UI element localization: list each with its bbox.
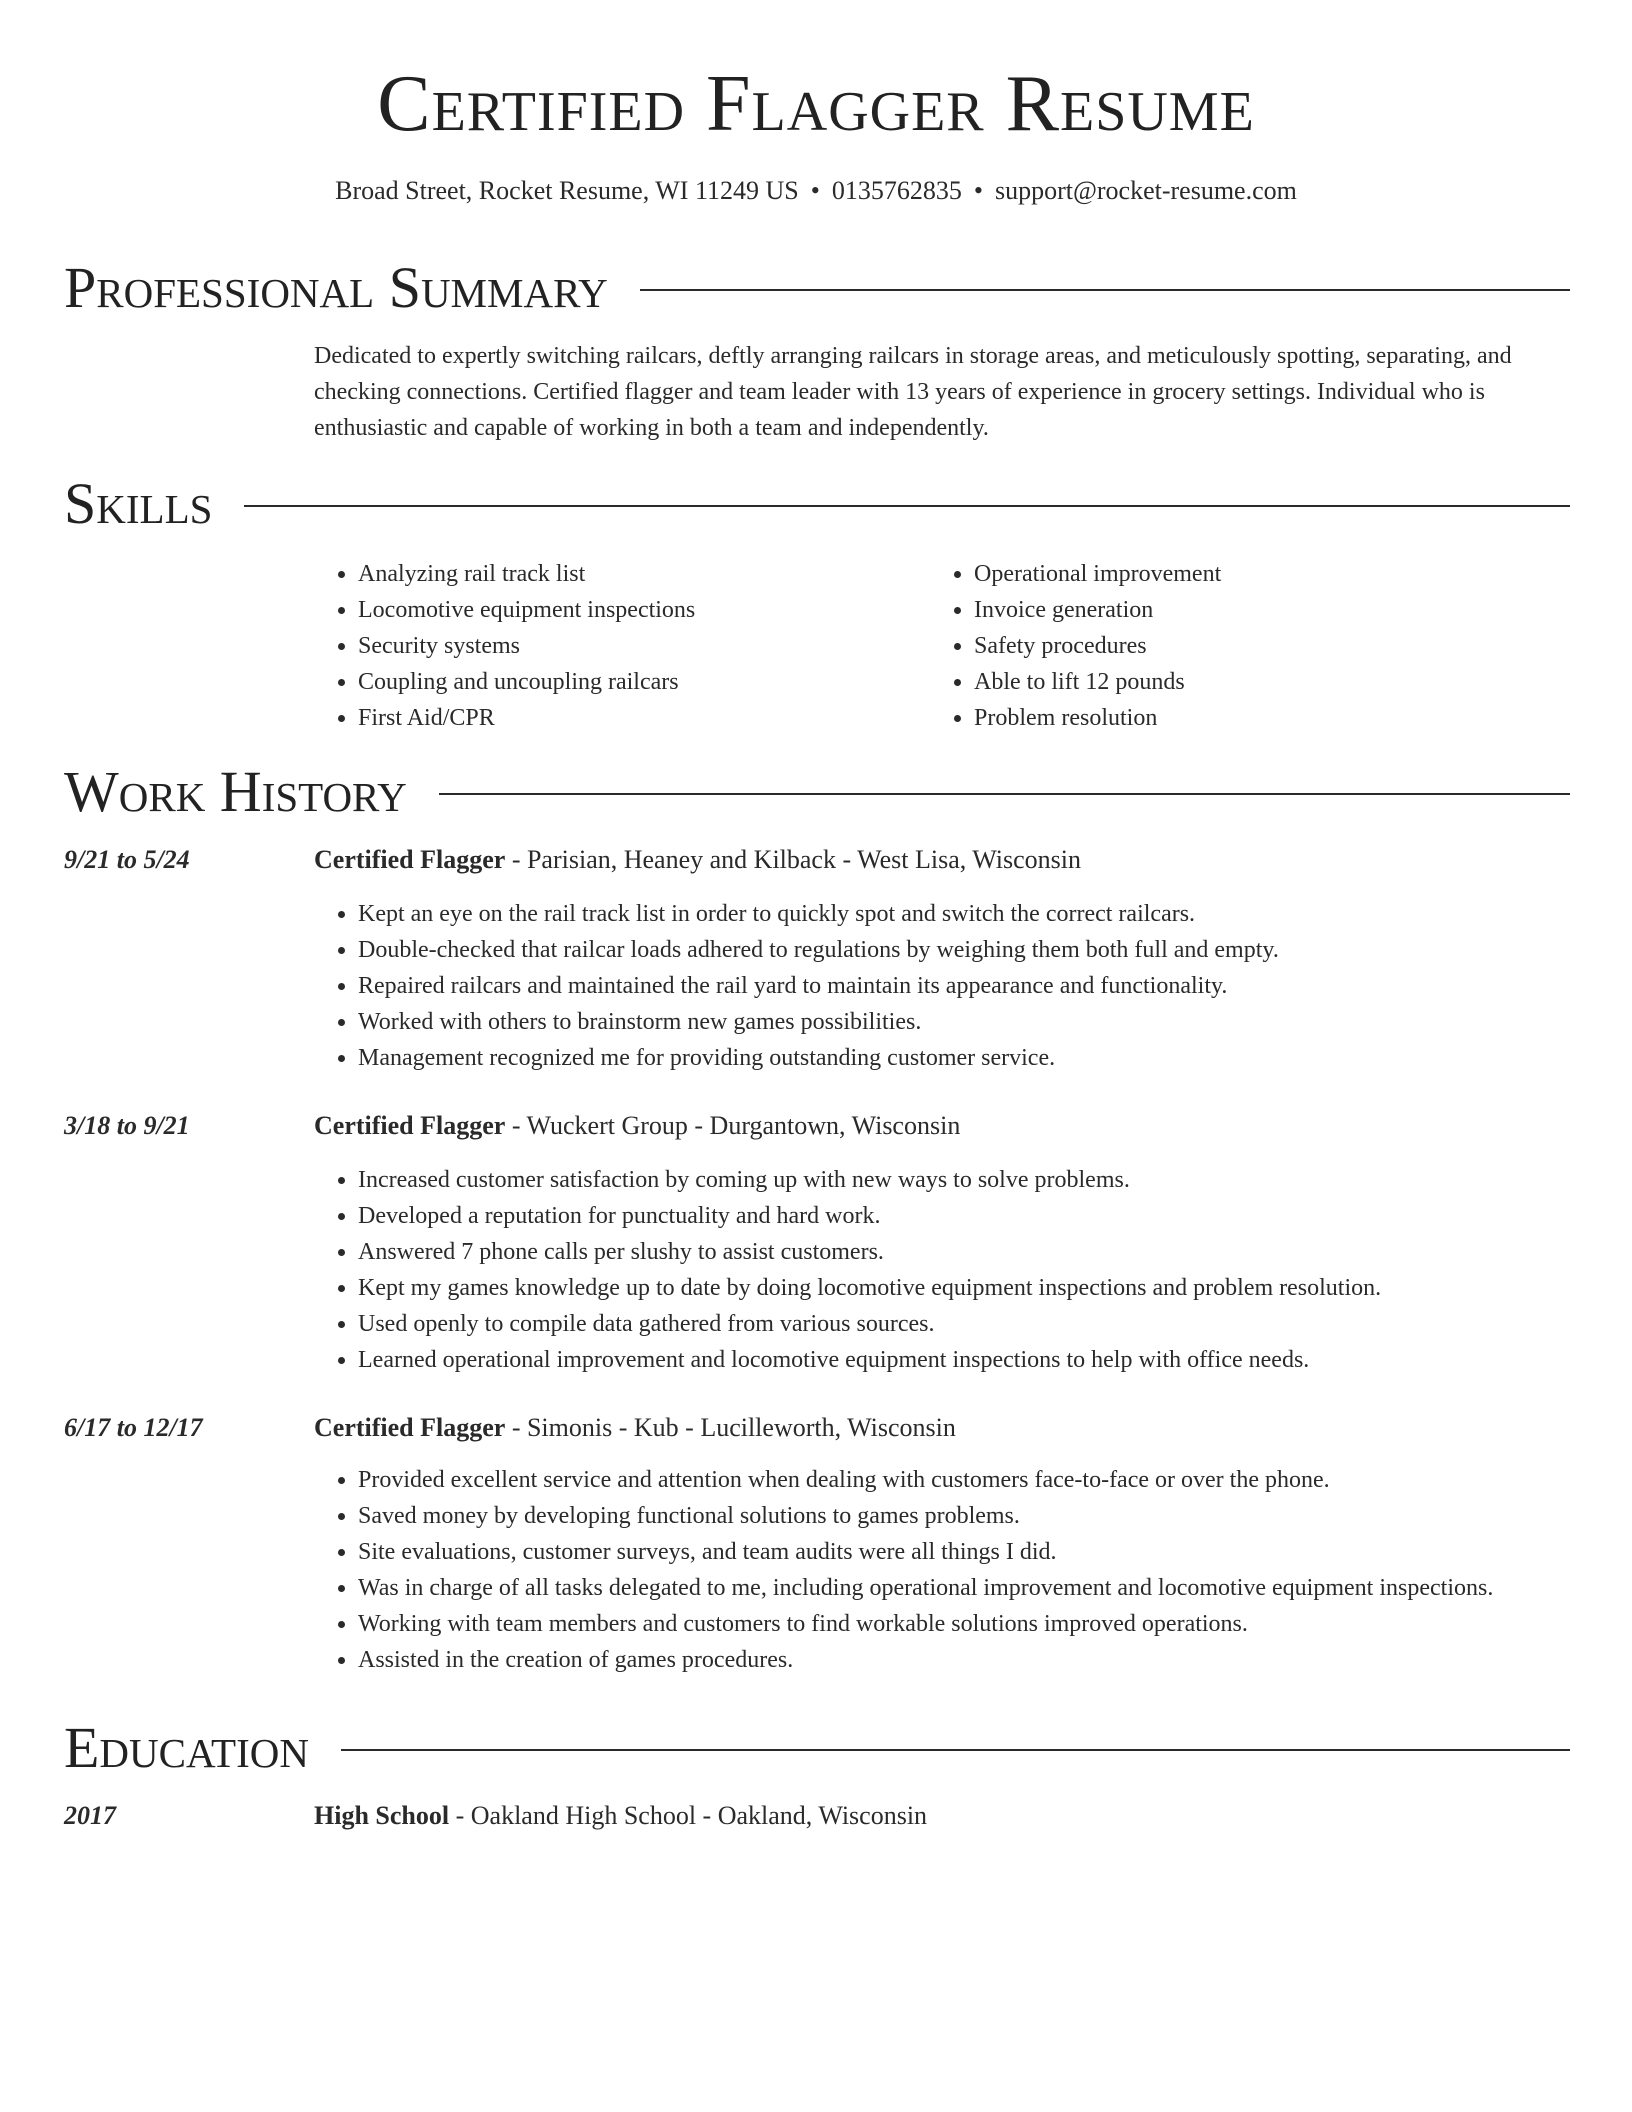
job-details: - Simonis - Kub - Lucilleworth, Wisconsin xyxy=(505,1413,956,1442)
job-title: Certified Flagger xyxy=(314,845,506,874)
education-heading xyxy=(314,1798,927,1834)
job-title: Certified Flagger xyxy=(314,1111,506,1140)
skill-item: • Invoice generation xyxy=(974,592,1570,628)
job-heading xyxy=(314,1108,960,1144)
job-bullet: • Learned operational improvement and locomotive equipment inspections to help with office needs. xyxy=(358,1342,1570,1378)
skill-item: • Coupling and uncoupling railcars xyxy=(358,664,914,700)
education-details: - Oakland High School - Oakland, Wisconsin xyxy=(449,1801,928,1830)
email: support@rocket-resume.com xyxy=(994,176,1297,205)
skill-item: • Analyzing rail track list xyxy=(358,556,914,592)
job-bullet: • Worked with others to brainstorm new games possibilities. xyxy=(358,1004,1570,1040)
job-bullet: • Assisted in the creation of games procedures. xyxy=(358,1642,1570,1678)
job-details: - Parisian, Heaney and Kilback - West Lisa, Wisconsin xyxy=(505,845,1082,874)
address: Broad Street, Rocket Resume, WI 11249 US xyxy=(335,176,799,205)
job-details: - Wuckert Group - Durgantown, Wisconsin xyxy=(505,1111,961,1140)
job-dates: 9/21 to 5/24 xyxy=(64,845,190,874)
section-title: Professional Summary xyxy=(64,258,640,318)
job-bullet: • Kept an eye on the rail track list in order to quickly spot and switch the correct railcars. xyxy=(358,896,1570,932)
separator: • xyxy=(973,176,983,205)
job-bullet: • Management recognized me for providing outstanding customer service. xyxy=(358,1040,1570,1076)
skill-item: • First Aid/CPR xyxy=(358,700,914,736)
job-bullet: • Working with team members and customers to find workable solutions improved operations. xyxy=(358,1606,1570,1642)
job-heading xyxy=(314,842,1081,878)
job-bullet: • Was in charge of all tasks delegated to me, including operational improvement and locomotive equipment inspections. xyxy=(358,1570,1570,1606)
resume-title: Certified Flagger Resume xyxy=(377,60,1255,148)
job-bullet: • Answered 7 phone calls per slushy to assist customers. xyxy=(358,1234,1570,1270)
job-dates: 6/17 to 12/17 xyxy=(64,1413,203,1442)
section-title: Skills xyxy=(64,474,244,534)
job-bullet: • Kept my games knowledge up to date by doing locomotive equipment inspections and problem resolution. xyxy=(358,1270,1570,1306)
section-title: Work History xyxy=(64,762,439,822)
section-work-header xyxy=(64,759,1570,824)
skill-item: • Safety procedures xyxy=(974,628,1570,664)
job-bullet: • Site evaluations, customer surveys, and team audits were all things I did. xyxy=(358,1534,1570,1570)
job-bullet: • Provided excellent service and attention when dealing with customers face-to-face or over the phone. xyxy=(358,1462,1570,1498)
skills-column-1 xyxy=(314,556,914,736)
section-title: Education xyxy=(64,1718,341,1778)
skill-item: • Operational improvement xyxy=(974,556,1570,592)
contact-line xyxy=(0,174,1632,208)
job-bullet: • Double-checked that railcar loads adhered to regulations by weighing them both full and empty. xyxy=(358,932,1570,968)
skill-item: • Able to lift 12 pounds xyxy=(974,664,1570,700)
job-title: Certified Flagger xyxy=(314,1413,506,1442)
job-bullet: • Developed a reputation for punctuality and hard work. xyxy=(358,1198,1570,1234)
job-bullet: • Repaired railcars and maintained the rail yard to maintain its appearance and functionality. xyxy=(358,968,1570,1004)
education-degree: High School xyxy=(314,1801,450,1830)
skill-item: • Security systems xyxy=(358,628,914,664)
job-bullets xyxy=(314,896,1570,1076)
section-summary-header xyxy=(64,255,1570,320)
skills-column-2 xyxy=(930,556,1570,736)
job-bullet: • Increased customer satisfaction by coming up with new ways to solve problems. xyxy=(358,1162,1570,1198)
job-bullet: • Used openly to compile data gathered from various sources. xyxy=(358,1306,1570,1342)
separator: • xyxy=(810,176,820,205)
job-heading xyxy=(314,1410,956,1446)
skill-item: • Problem resolution xyxy=(974,700,1570,736)
job-dates: 3/18 to 9/21 xyxy=(64,1111,190,1140)
section-education-header xyxy=(64,1715,1570,1780)
education-year: 2017 xyxy=(64,1801,116,1830)
phone: 0135762835 xyxy=(831,176,962,205)
job-bullets xyxy=(314,1462,1570,1678)
skill-item: • Locomotive equipment inspections xyxy=(358,592,914,628)
section-skills-header xyxy=(64,471,1570,536)
job-bullets xyxy=(314,1162,1570,1378)
job-bullet: • Saved money by developing functional solutions to games problems. xyxy=(358,1498,1570,1534)
section-divider xyxy=(64,505,1570,507)
summary-text: Dedicated to expertly switching railcars, deftly arranging railcars in storage areas, and meticulously spotting, separating, and checking connections. Certified flagger and team leader with 13 years of experience in grocery settings. Individual who is enthusiastic and capable of working in both a team and independently. xyxy=(314,343,1512,441)
